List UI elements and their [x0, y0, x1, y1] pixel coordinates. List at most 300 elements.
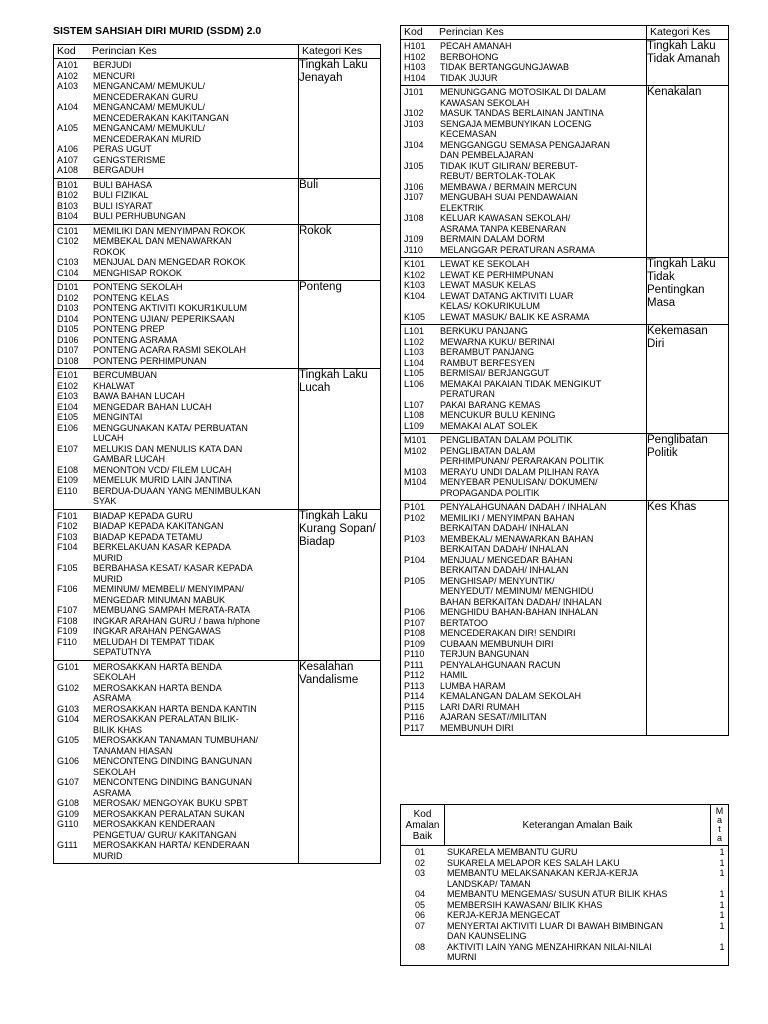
left-case-table: [53, 44, 381, 864]
case-item: [54, 370, 298, 381]
case-code: P109: [404, 638, 426, 649]
case-description: [439, 245, 646, 256]
case-item: [401, 379, 646, 400]
amalan-baik-table: [400, 804, 729, 966]
case-list: [54, 59, 298, 178]
case-item: [401, 421, 646, 432]
case-item: [54, 714, 298, 735]
case-description: [439, 291, 646, 312]
case-group: [54, 660, 381, 864]
case-code: P104: [404, 554, 426, 565]
case-description-line: TANAMAN HIASAN: [93, 745, 173, 756]
case-item: [401, 62, 646, 73]
case-code: A104: [57, 102, 79, 112]
case-code: C101: [57, 225, 79, 236]
case-description: [92, 521, 298, 532]
case-description-line: SEKOLAH: [93, 672, 136, 682]
case-item: [401, 347, 646, 358]
header-perincian: Perincian Kes: [92, 45, 157, 57]
case-code: M103: [404, 466, 427, 477]
case-description: [92, 293, 298, 304]
case-description: [439, 628, 646, 639]
case-item: [54, 511, 298, 522]
baik-item: [401, 942, 728, 963]
case-code: D104: [57, 313, 79, 324]
case-group: [401, 434, 729, 501]
case-item: [54, 211, 298, 222]
baik-mata: 1: [719, 868, 725, 878]
case-item: [54, 683, 298, 704]
case-item: [54, 236, 298, 257]
case-description: [439, 660, 646, 671]
case-item: [401, 723, 646, 734]
case-list-cell: [401, 40, 647, 86]
case-item: [54, 190, 298, 201]
case-code: D103: [57, 303, 79, 313]
case-code: L102: [404, 336, 425, 347]
case-item: [401, 628, 646, 639]
case-description: [92, 211, 298, 222]
case-description-line: MENGUBAH SUAI PENDAWAIAN: [440, 192, 578, 202]
case-code: C104: [57, 267, 79, 278]
case-code: P113: [404, 680, 425, 691]
case-description: [92, 412, 298, 423]
case-item: [54, 584, 298, 605]
case-description: [92, 102, 298, 123]
baik-code: 04: [414, 889, 425, 899]
case-description-line: MELUKIS DAN MENULIS KATA DAN: [93, 443, 243, 454]
case-description-line: MELANGGAR PERATURAN ASRAMA: [440, 244, 595, 255]
case-description-line: MENJUAL/ MENGEDAR BAHAN: [440, 554, 573, 565]
case-item: [54, 626, 298, 637]
baik-description-line: SUKARELA MELAPOR KES SALAH LAKU: [447, 857, 620, 868]
case-description-line: REBUT/ BERTOLAK-TOLAK: [440, 171, 556, 181]
case-description: [92, 605, 298, 616]
case-description: [92, 257, 298, 268]
case-code: H101: [404, 41, 426, 51]
case-code: L109: [404, 420, 425, 431]
case-description-line: BAHAN BERKAITAN DADAH/ INHALAN: [440, 596, 602, 607]
case-item: [401, 108, 646, 119]
case-code: M102: [404, 445, 427, 456]
case-description-line: BERMISAI/ BERJANGGUT: [440, 368, 550, 378]
case-item: [401, 435, 646, 446]
case-item: [54, 155, 298, 166]
case-description: [92, 809, 298, 820]
case-description-line: RAMBUT BERFESYEN: [440, 357, 535, 368]
case-code: E104: [57, 401, 79, 412]
case-description: [439, 649, 646, 660]
case-description-line: KHALWAT: [93, 380, 135, 391]
case-description: [439, 534, 646, 555]
case-code: M101: [404, 435, 427, 445]
header-perincian: Perincian Kes: [439, 26, 504, 38]
case-description: [92, 486, 298, 507]
case-code: F103: [57, 531, 78, 542]
case-item: [401, 639, 646, 650]
case-item: [401, 259, 646, 270]
case-description: [439, 435, 646, 446]
case-description: [439, 618, 646, 629]
case-description: [92, 662, 298, 683]
case-item: [401, 446, 646, 467]
case-description-line: ASRAMA: [93, 693, 132, 703]
case-description-line: BIADAP KEPADA KAKITANGAN: [93, 521, 224, 531]
case-code: P103: [404, 533, 426, 544]
case-category: Buli: [299, 178, 381, 224]
case-description: [439, 41, 646, 52]
case-description: [439, 681, 646, 692]
case-description: [439, 607, 646, 618]
case-description-line: PONTENG PREP: [93, 324, 165, 334]
case-item: [54, 798, 298, 809]
baik-description-line: DAN KAUNSELING: [447, 931, 527, 941]
case-code: G111: [57, 840, 78, 850]
case-code: A108: [57, 165, 79, 175]
case-description-line: PENGETUA/ GURU/ KAKITANGAN: [93, 829, 237, 840]
case-description-line: MENGEDAR BAHAN LUCAH: [93, 401, 212, 412]
case-description-line: MEROSAKKAN PERALATAN SUKAN: [93, 808, 245, 819]
case-code: F104: [57, 542, 78, 552]
case-description: [439, 400, 646, 411]
case-description: [92, 236, 298, 257]
case-description-line: MENCEDERAKAN MURID: [93, 133, 202, 144]
case-description: [92, 465, 298, 476]
case-list-cell: [54, 509, 299, 660]
case-description-line: HAMIL: [440, 670, 468, 680]
case-description-line: MENCONTENG DINDING BANGUNAN: [93, 756, 253, 766]
case-code: H102: [404, 51, 426, 62]
document-title: SISTEM SAHSIAH DIRI MURID (SSDM) 2.0: [53, 25, 262, 37]
header-mata-letter: t: [718, 824, 721, 834]
case-category: Tingkah Laku Tidak Pentingkan Masa: [647, 258, 729, 325]
case-description-line: PENYALAHGUNAAN DADAH / INHALAN: [440, 502, 607, 512]
case-description: [92, 201, 298, 212]
case-description-line: INGKAR ARAHAN PENGAWAS: [93, 626, 221, 636]
baik-item: [401, 910, 728, 921]
case-description-line: BULI ISYARAT: [93, 200, 153, 211]
case-description-line: PERATURAN: [440, 389, 495, 399]
case-description-line: MEROSAKKAN HARTA BENDA KANTIN: [93, 703, 257, 714]
case-item: [54, 486, 298, 507]
case-description-line: MENYEBAR PENULISAN/ DOKUMEN/: [440, 477, 598, 487]
case-list: [54, 281, 298, 368]
case-description-line: MEMILIKI DAN MENYIMPAN ROKOK: [93, 225, 246, 236]
case-code: P101: [404, 502, 426, 512]
case-item: [54, 345, 298, 356]
case-code: L106: [404, 378, 425, 389]
case-description: [439, 358, 646, 369]
baik-header: [401, 805, 729, 846]
case-list: [54, 661, 298, 864]
case-description: [92, 324, 298, 335]
case-description-line: MURID: [93, 850, 123, 861]
case-item: [401, 712, 646, 723]
baik-description-line: MEMBERSIH KAWASAN/ BILIK KHAS: [447, 899, 603, 910]
case-description-line: MENCURI: [93, 70, 135, 81]
case-description-line: BERBOHONG: [440, 51, 499, 62]
case-item: [401, 245, 646, 256]
case-category: Ponteng: [299, 281, 381, 369]
case-code: D108: [57, 355, 79, 366]
case-description-line: MENCEDERAKAN GURU: [93, 91, 199, 102]
case-code: F109: [57, 626, 78, 636]
case-description: [92, 637, 298, 658]
case-description: [92, 511, 298, 522]
header-mata: [711, 805, 729, 846]
case-description: [92, 423, 298, 444]
case-description-line: KAWASAN SEKOLAH: [440, 97, 530, 108]
case-description: [439, 62, 646, 73]
case-item: [54, 605, 298, 616]
case-item: [54, 381, 298, 392]
baik-item: [401, 858, 728, 869]
case-code: E102: [57, 380, 79, 391]
case-code: J103: [404, 118, 424, 129]
case-description: [439, 670, 646, 681]
case-description-line: MENUNGGANG MOTOSIKAL DI DALAM: [440, 87, 607, 97]
case-description-line: SEKOLAH: [93, 766, 136, 777]
baik-description-line: MURNI: [447, 952, 477, 962]
case-description-line: MEROSAKKAN HARTA/ KENDERAAN: [93, 840, 250, 850]
case-item: [401, 161, 646, 182]
case-code: P110: [404, 649, 425, 659]
case-group: [54, 178, 381, 224]
case-item: [401, 502, 646, 513]
case-description-line: PECAH AMANAH: [440, 41, 512, 51]
case-item: [54, 257, 298, 268]
case-category: Kes Khas: [647, 501, 729, 736]
baik-row: [401, 846, 729, 966]
case-description-line: BIADAP KEPADA GURU: [93, 510, 193, 521]
case-description-line: PROPAGANDA POLITIK: [440, 487, 540, 498]
case-item: [401, 660, 646, 671]
case-group: [401, 86, 729, 258]
case-description-line: BERCUMBUAN: [93, 370, 158, 380]
case-code: D101: [57, 282, 79, 292]
case-description-line: SYAK: [93, 496, 117, 506]
case-description: [439, 213, 646, 234]
case-description: [92, 144, 298, 155]
case-code: J107: [404, 192, 424, 202]
baik-mata: 1: [719, 889, 725, 899]
case-description: [92, 714, 298, 735]
case-description-line: BERMAIN DALAM DORM: [440, 234, 545, 244]
case-list-cell: [54, 281, 299, 369]
case-description: [92, 683, 298, 704]
case-group: [54, 224, 381, 281]
case-list-cell: [401, 434, 647, 501]
case-code: P115: [404, 701, 425, 712]
baik-code: 05: [414, 899, 425, 910]
case-description-line: MENGHISAP/ MENYUNTIK/: [440, 575, 555, 586]
case-description-line: MEMBUNUH DIRI: [440, 722, 514, 733]
case-item: [54, 335, 298, 346]
case-description-line: PENYALAHGUNAAN RACUN: [440, 659, 561, 670]
header-keterangan: Keterangan Amalan Baik: [445, 805, 711, 846]
case-code: B103: [57, 200, 79, 211]
case-description: [439, 691, 646, 702]
case-code: B101: [57, 179, 79, 190]
case-item: [401, 270, 646, 281]
baik-list-cell: [401, 846, 729, 966]
header-kod: Kod: [57, 45, 76, 57]
case-group: [401, 325, 729, 434]
case-item: [54, 637, 298, 658]
case-item: [401, 119, 646, 140]
case-code: H104: [404, 72, 426, 83]
baik-code: 02: [414, 857, 425, 868]
case-description-line: ASRAMA: [93, 787, 132, 798]
case-description: [92, 60, 298, 71]
case-code: A106: [57, 144, 79, 154]
case-item: [54, 444, 298, 465]
case-description: [92, 563, 298, 584]
baik-mata: 1: [719, 857, 725, 868]
case-code: C102: [57, 236, 79, 246]
case-description-line: BERKUKU PANJANG: [440, 326, 528, 336]
case-description: [439, 182, 646, 193]
case-code: L105: [404, 368, 425, 378]
case-description-line: PENGLIBATAN DALAM: [440, 445, 536, 456]
baik-description-line: SUKARELA MEMBANTU GURU: [447, 847, 578, 857]
case-list: [54, 225, 298, 281]
baik-item: [401, 921, 728, 942]
case-item: [401, 140, 646, 161]
case-description: [92, 391, 298, 402]
case-code: F107: [57, 605, 78, 615]
case-code: A107: [57, 154, 79, 165]
case-description: [92, 735, 298, 756]
case-code: E106: [57, 422, 79, 433]
case-description-line: CUBAAN MEMBUNUH DIRI: [440, 638, 554, 649]
case-description: [92, 370, 298, 381]
case-item: [54, 303, 298, 314]
case-code: G108: [57, 798, 80, 808]
case-description-line: PONTENG SEKOLAH: [93, 282, 183, 292]
case-code: L107: [404, 399, 425, 410]
case-item: [54, 542, 298, 563]
case-description-line: MEWARNA KUKU/ BERINAI: [440, 336, 555, 347]
case-item: [54, 180, 298, 191]
case-description: [439, 87, 646, 108]
case-item: [54, 201, 298, 212]
case-group: [54, 281, 381, 369]
case-code: J109: [404, 234, 424, 244]
case-description-line: PONTENG ASRAMA: [93, 334, 178, 345]
case-description: [439, 192, 646, 213]
case-description-line: MENGANCAM/ MEMUKUL/: [93, 81, 206, 91]
case-description-line: SENGAJA MEMBUNYIKAN LOCENG: [440, 118, 592, 129]
case-description-line: BERJUDI: [93, 60, 132, 70]
case-group: [401, 258, 729, 325]
case-item: [401, 477, 646, 498]
case-description: [439, 467, 646, 478]
case-description: [92, 704, 298, 715]
case-code: L101: [404, 326, 425, 336]
case-description-line: ELEKTRIK: [440, 202, 484, 213]
baik-description: [439, 900, 716, 911]
case-item: [401, 410, 646, 421]
case-description-line: KELAS/ KOKURIKULUM: [440, 301, 541, 311]
case-item: [401, 41, 646, 52]
case-description-line: AJARAN SESAT//MILITAN: [440, 712, 547, 722]
case-category: Tingkah Laku Lucah: [299, 369, 381, 510]
case-code: D106: [57, 334, 79, 345]
case-code: C103: [57, 257, 79, 267]
case-list: [54, 179, 298, 224]
case-description-line: MENCEDERAKAN DIR! SENDIRI: [440, 628, 576, 638]
case-group: [54, 369, 381, 510]
case-code: G106: [57, 756, 80, 766]
case-description-line: MENGGANGGU SEMASA PENGAJARAN: [440, 139, 611, 150]
case-description-line: GENGSTERISME: [93, 154, 166, 165]
case-item: [401, 400, 646, 411]
case-list: [401, 86, 646, 257]
case-list-cell: [54, 369, 299, 510]
case-code: P108: [404, 628, 426, 638]
case-code: P111: [404, 659, 424, 670]
case-description-line: MEMINUM/ MEMBELI/ MENYIMPAN/: [93, 584, 244, 594]
case-description: [439, 502, 646, 513]
table-header: [54, 45, 381, 59]
baik-description-line: MEMBANTU MELAKSANAKAN KERJA-KERJA: [447, 868, 639, 878]
case-description-line: TERJUN BANGUNAN: [440, 649, 530, 659]
case-description-line: BILIK KHAS: [93, 724, 143, 735]
case-description: [92, 402, 298, 413]
case-description-line: MEROSAKKAN KENDERAAN: [93, 819, 216, 829]
case-description-line: BERKELAKUAN KASAR KEPADA: [93, 542, 231, 552]
case-item: [54, 819, 298, 840]
case-description: [439, 723, 646, 734]
case-group: [401, 501, 729, 736]
case-item: [54, 423, 298, 444]
case-description: [439, 270, 646, 281]
case-item: [401, 312, 646, 323]
case-description-line: MEROSAKKAN PERALATAN BILIK-: [93, 714, 239, 724]
case-item: [54, 475, 298, 486]
case-item: [54, 165, 298, 176]
case-code: L103: [404, 347, 425, 357]
case-description: [439, 73, 646, 84]
case-description: [439, 702, 646, 713]
case-description: [439, 477, 646, 498]
case-list-cell: [401, 325, 647, 434]
case-list-cell: [401, 258, 647, 325]
case-description: [92, 268, 298, 279]
case-code: F108: [57, 615, 78, 626]
case-code: K103: [404, 280, 426, 290]
case-description: [92, 626, 298, 637]
case-description-line: BERKAITAN DADAH/ INHALAN: [440, 544, 569, 554]
case-category: Tingkah Laku Tidak Amanah: [647, 40, 729, 86]
case-description: [439, 52, 646, 63]
header-kategori: Kategori Kes: [299, 45, 381, 59]
case-description-line: PONTENG UJIAN/ PEPERIKSAAN: [93, 313, 235, 324]
case-code: P116: [404, 712, 425, 722]
case-description-line: MENGGUNAKAN KATA/ PERBUATAN: [93, 422, 248, 433]
case-description-line: BERTATOO: [440, 617, 488, 628]
case-description-line: MENGANCAM/ MEMUKUL/: [93, 102, 206, 112]
case-code: F106: [57, 584, 78, 594]
case-description-line: GAMBAR LUCAH: [93, 454, 166, 464]
case-item: [54, 402, 298, 413]
case-description: [92, 165, 298, 176]
case-item: [401, 326, 646, 337]
baik-description: [439, 910, 716, 921]
case-description-line: MURID: [93, 552, 123, 563]
case-description-line: MEMBEKAL DAN MENAWARKAN: [93, 236, 232, 246]
